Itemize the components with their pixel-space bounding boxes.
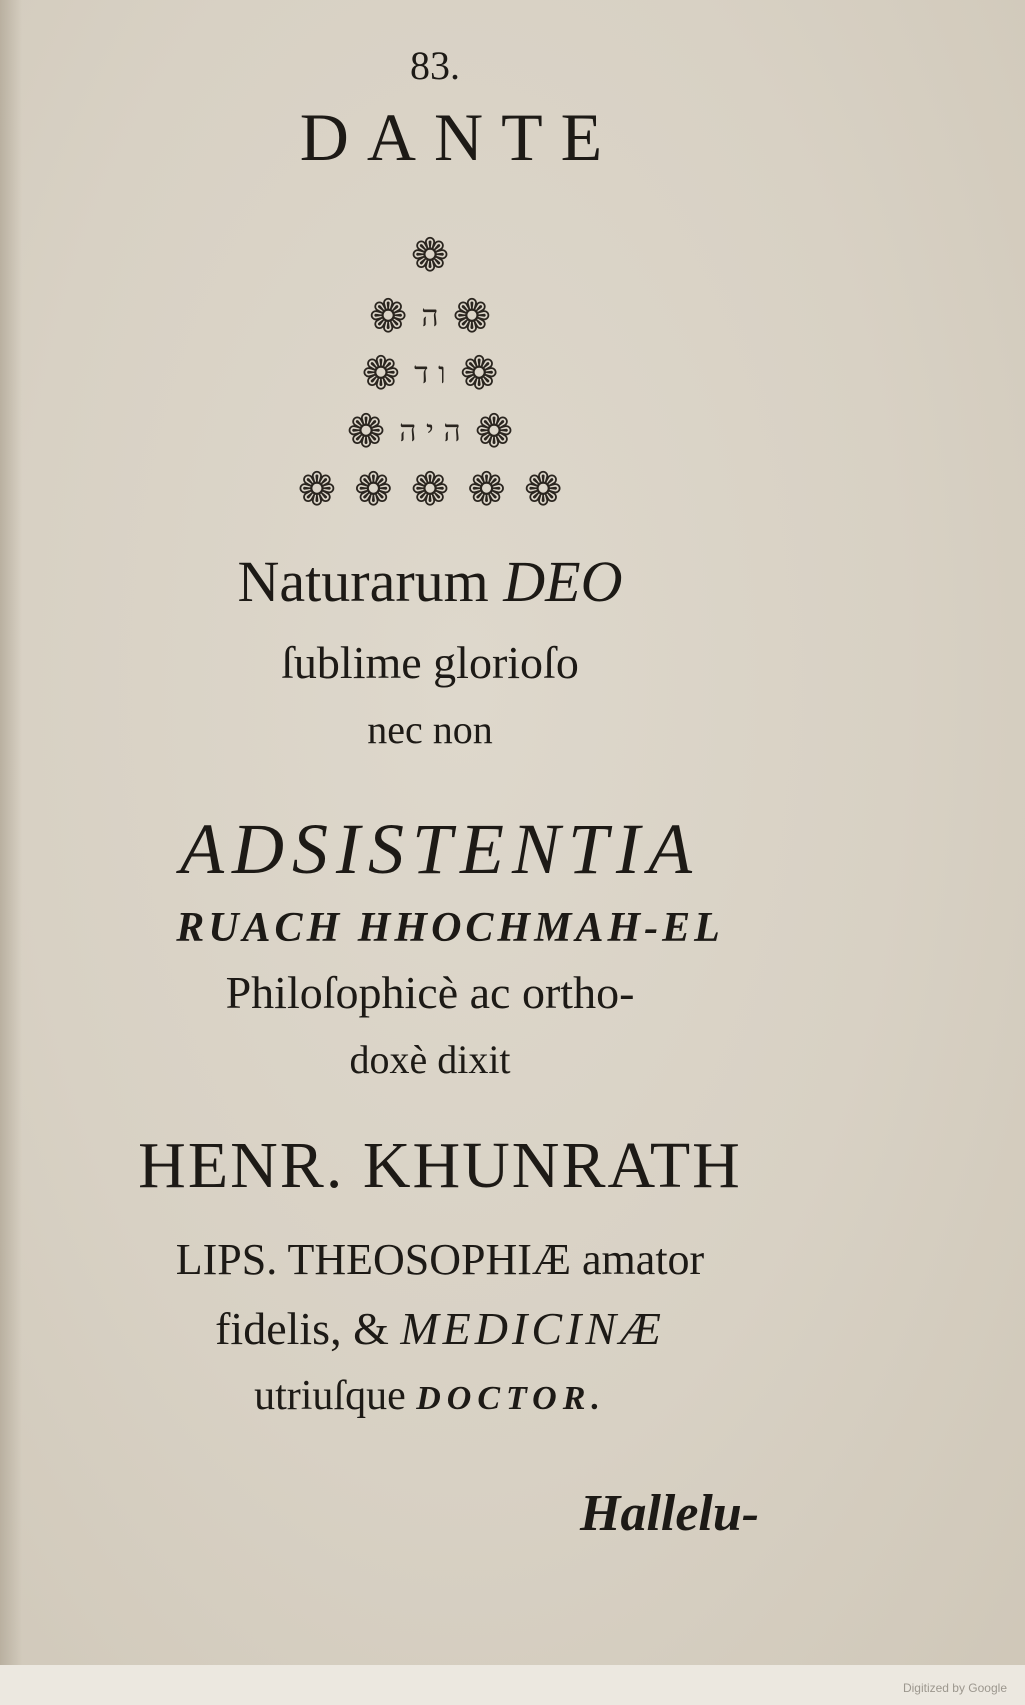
text-line-10 [10, 1302, 870, 1355]
rose-ornament-icon: ❁ [474, 404, 514, 458]
rose-ornament-icon: ❁ [459, 346, 499, 400]
text-line-11 [0, 1372, 860, 1420]
rose-ornament-icon: ❁ [523, 462, 563, 516]
hebrew-letters: ו ד [414, 355, 446, 391]
text-line-5: RUACH HHOCHMAH-EL [176, 905, 724, 951]
ornament-row-4 [0, 404, 860, 458]
text-line-4: ADSISTENTIA [180, 809, 700, 889]
ornament-row-3 [0, 346, 860, 400]
hebrew-letters: ה [421, 298, 439, 334]
text-line-11-roman: utriuſque [254, 1373, 417, 1419]
rose-ornament-icon: ❁ [361, 346, 401, 400]
text-line-1-roman: Naturarum [237, 549, 504, 614]
text-line-3: nec non [367, 707, 493, 752]
text-line-11-caps: DOCTOR. [416, 1380, 606, 1417]
book-page: 83. DANTE ❁ ❁ ה ❁ ❁ ו ד ❁ ❁ ה י ה ❁ ❁ ❁ ❁ ❁ ❁ Naturarum DEO ſublime glorioſo nec non ADSISTENTIA RUACH HHOCHMAH-EL Philoſophicè ac ortho- doxè dixit HENR. KHUNRATH LIPS. THEOSOPHIÆ amator fidelis, & MEDICINÆ utriuſque DOCTOR. Hallelu- Digitized by Google [0, 0, 1025, 1705]
ornament-row-2 [0, 289, 860, 343]
rose-ornament-icon: ❁ [297, 462, 337, 516]
text-line-6: Philoſophicè ac ortho- [225, 967, 635, 1018]
hebrew-letters: ה י ה [399, 413, 461, 449]
rose-ornament-icon: ❁ [346, 404, 386, 458]
text-line-10-roman: fidelis, & [215, 1303, 401, 1354]
text-line-9: LIPS. THEOSOPHIÆ amator [175, 1235, 705, 1284]
rose-ornament-icon: ❁ [368, 289, 408, 343]
rose-ornament-icon: ❁ [410, 228, 450, 282]
catchword: Hallelu- [580, 1485, 760, 1542]
text-line-2: ſublime glorioſo [281, 637, 579, 688]
rose-ornament-icon: ❁ [452, 289, 492, 343]
ornament-row-5 [0, 462, 860, 516]
text-line-10-italic: MEDICINÆ [400, 1303, 665, 1354]
rose-ornament-icon: ❁ [354, 462, 393, 516]
bottom-margin-strip [0, 1665, 1025, 1705]
ornament-row-1 [0, 228, 860, 282]
text-line-1 [0, 548, 860, 615]
rose-ornament-icon: ❁ [410, 462, 450, 516]
text-line-8: HENR. KHUNRATH [138, 1129, 742, 1202]
running-header: DANTE [299, 99, 621, 175]
digitization-watermark: Digitized by Google [902, 1681, 1007, 1695]
rose-ornament-icon: ❁ [467, 462, 506, 516]
text-line-1-italic: DEO [503, 549, 623, 614]
text-line-7: doxè dixit [349, 1037, 511, 1082]
